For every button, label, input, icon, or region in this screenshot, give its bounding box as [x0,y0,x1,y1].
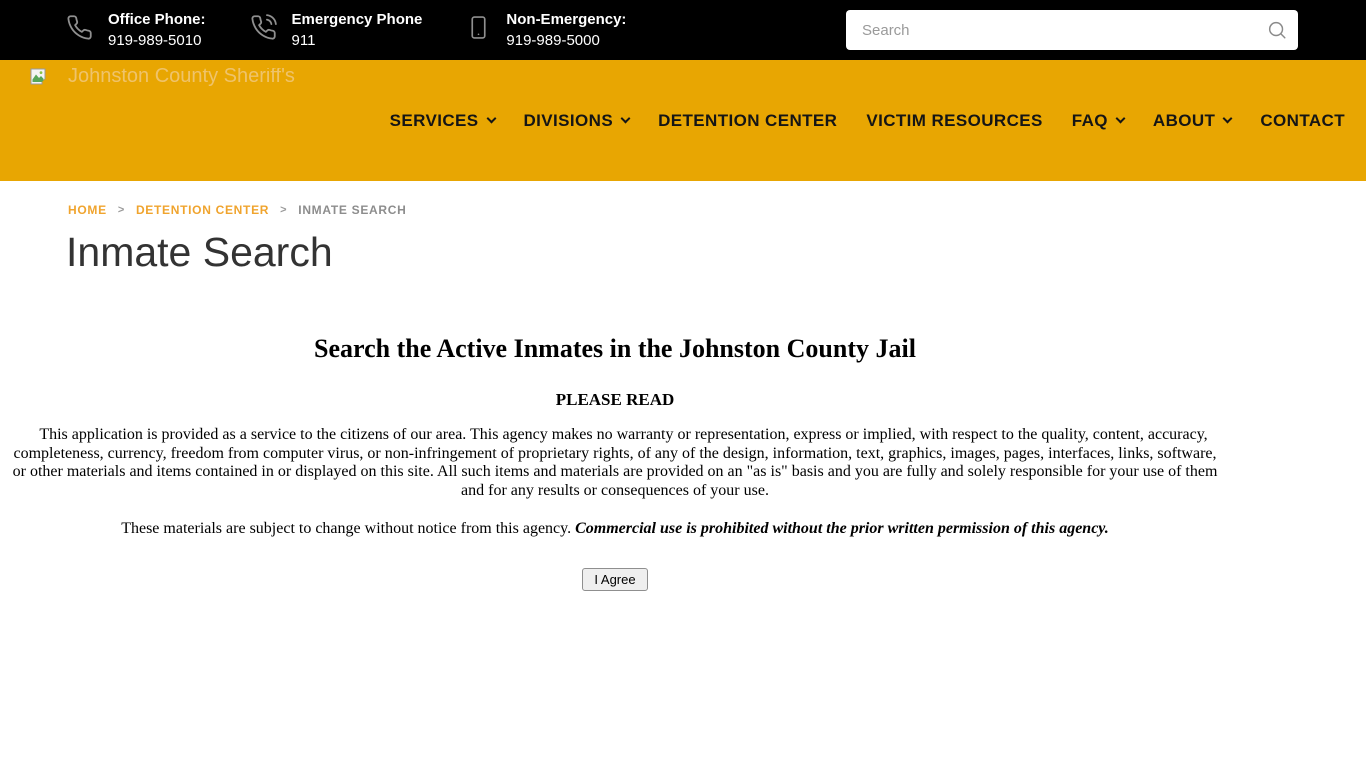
emergency-phone-contact [250,9,423,51]
breadcrumb-separator: > [280,204,288,216]
notice-paragraph [12,520,1218,538]
page-title: Inmate Search [66,229,333,275]
nav-label: SERVICES [389,110,479,130]
main-header [0,60,1366,181]
i-agree-button[interactable]: I Agree [582,568,647,591]
mobile-icon [466,14,491,46]
nav-item-victim-resources[interactable] [866,111,1042,131]
breadcrumb [68,203,1366,217]
site-search [846,10,1298,50]
non-emergency-number: 919-989-5000 [506,32,600,49]
nav-item-detention-center[interactable] [658,111,837,131]
search-button[interactable] [1266,19,1288,41]
breadcrumb-separator: > [117,204,125,216]
chevron-down-icon [1223,114,1233,124]
office-phone-number: 919-989-5010 [108,32,202,49]
nav-item-services[interactable] [390,111,495,131]
disclaimer-paragraph: This application is provided as a service to the citizens of our area. This agency makes no warranty or representation, express or implied, with respect to the quality, content, accuracy, completeness, currency, freedom from computer virus, or non-infringement of proprietary rights, of any of the design, information, text, graphics, images, pages, interfaces, links, software, or other materials and items contained in or displayed on this site. All such items and materials are provided on an "as is" basis and you are fully and solely responsible for your use of them and for any results or consequences of your use. [12,426,1218,499]
contact-list [66,9,626,51]
notice-regular-text: These materials are subject to change without notice from this agency. [121,520,576,537]
nav-item-about[interactable] [1153,111,1231,131]
broken-image-icon [30,68,46,90]
phone-icon [66,14,93,46]
logo-alt-text: Johnston County Sheriff's [68,68,295,87]
office-phone-contact [66,9,206,51]
chevron-down-icon [1115,114,1125,124]
agree-button-row [12,568,1218,591]
main-nav [390,60,1345,181]
nav-item-contact[interactable] [1260,111,1345,131]
breadcrumb-home[interactable]: HOME [68,203,107,217]
nav-label: CONTACT [1260,110,1345,130]
search-icon [1266,29,1288,44]
top-utility-bar [0,0,1366,60]
emergency-phone-number: 911 [291,32,316,49]
nav-item-divisions[interactable] [524,111,630,131]
non-emergency-label: Non-Emergency: [506,11,627,28]
nav-label: ABOUT [1152,110,1216,130]
content-heading: Search the Active Inmates in the Johnston County Jail [314,334,916,363]
breadcrumb-current: INMATE SEARCH [298,203,407,217]
please-read-subheading: PLEASE READ [555,390,675,409]
chevron-down-icon [621,114,631,124]
breadcrumb-detention-center[interactable]: DETENTION CENTER [135,203,270,217]
office-phone-label: Office Phone: [108,11,206,28]
nav-label: FAQ [1071,110,1108,130]
nav-label: DETENTION CENTER [658,110,838,130]
chevron-down-icon [486,114,496,124]
non-emergency-contact [466,9,626,51]
inmate-search-agreement [12,334,1218,591]
nav-item-faq[interactable] [1072,111,1124,131]
notice-emphasis-text: Commercial use is prohibited without the prior written permission of this agency. [575,520,1109,537]
emergency-phone-label: Emergency Phone [291,11,423,28]
nav-label: DIVISIONS [523,110,614,130]
nav-label: VICTIM RESOURCES [866,110,1043,130]
search-input[interactable] [846,10,1298,50]
site-logo[interactable] [30,68,295,94]
phone-ring-icon [250,14,277,46]
